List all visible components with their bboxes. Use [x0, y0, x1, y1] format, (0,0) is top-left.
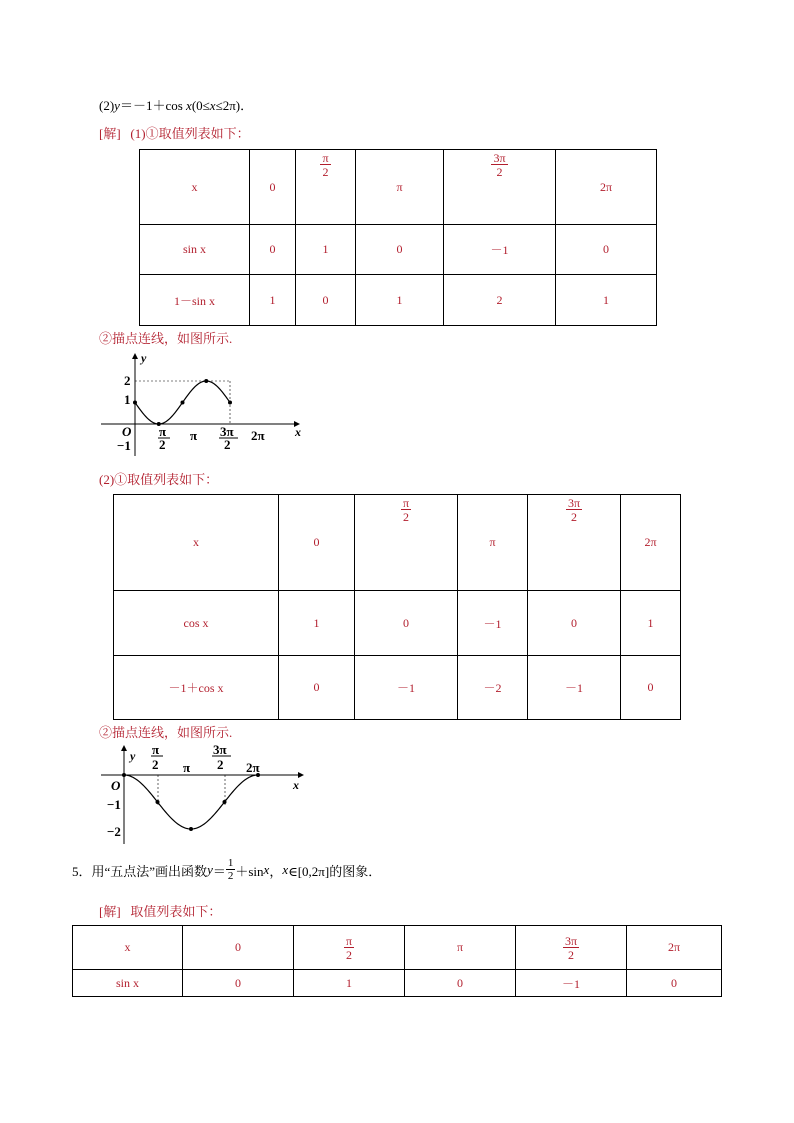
y-tick: 2 — [124, 373, 131, 388]
fraction: $\frac{3\pi}{2}$ — [493, 151, 506, 179]
plot-point — [181, 401, 185, 405]
cell: －1 — [528, 656, 621, 720]
problem5-value-table — [72, 925, 722, 997]
cell: －1 — [458, 591, 528, 656]
cell: 0 — [279, 495, 355, 591]
cell: 1 — [279, 591, 355, 656]
part1-solution-heading: [解] (1)①取值列表如下： — [99, 126, 250, 141]
part1-graph — [99, 350, 309, 460]
x-tick-frac-den: 2 — [224, 437, 231, 452]
cell: 0 — [250, 225, 296, 275]
cell: 1 — [621, 591, 681, 656]
y-tick: 1 — [124, 392, 131, 407]
problem5-solution: [解] 取值列表如下： — [99, 904, 222, 919]
x-label: x — [293, 778, 299, 792]
y-label: y — [141, 351, 147, 365]
row-header-sinx: sin x — [73, 970, 183, 997]
cell-pi-over-2 — [294, 926, 405, 970]
cell: 0 — [405, 970, 516, 997]
cell-3pi-over-2 — [528, 495, 621, 591]
fraction: $\frac{3\pi}{2}$ — [564, 934, 578, 962]
y-tick: −2 — [107, 824, 121, 839]
y-tick: −1 — [107, 797, 121, 812]
part1-value-table — [139, 149, 657, 326]
x-tick: 2π — [251, 428, 265, 443]
cell: 0 — [183, 970, 294, 997]
part2-problem: (2)y＝－1＋cos x(0≤x≤2π)． — [99, 98, 254, 113]
part2-step2: ②描点连线，如图所示. — [99, 725, 233, 740]
x-label: x — [295, 425, 301, 439]
row-header-x: x — [114, 495, 279, 591]
row-header-x: x — [73, 926, 183, 970]
x-tick-frac-den: 2 — [152, 757, 159, 772]
fraction: $\frac{3\pi}{2}$ — [567, 496, 581, 524]
cell: 0 — [183, 926, 294, 970]
cell: 1 — [296, 225, 356, 275]
x-tick-frac-num: 3π — [220, 424, 234, 439]
row-header-x: x — [140, 150, 250, 225]
cell: －1 — [355, 656, 458, 720]
cell-pi-over-2 — [355, 495, 458, 591]
plot-point — [189, 827, 193, 831]
part1-step2: ②描点连线，如图所示. — [99, 331, 233, 346]
cell: 0 — [356, 225, 444, 275]
cell: 0 — [279, 656, 355, 720]
y-label: y — [130, 749, 136, 763]
fraction: $\frac{\pi}{2}$ — [322, 151, 329, 179]
part2-graph — [99, 742, 309, 847]
x-tick: π — [183, 760, 191, 775]
cell: π — [405, 926, 516, 970]
origin-label: O — [111, 778, 121, 793]
fraction-one-half: $\frac{1}{2}$ — [227, 857, 234, 882]
x-tick-frac-num: π — [159, 424, 167, 439]
x-tick-frac-den: 2 — [217, 757, 224, 772]
cell-3pi-over-2 — [444, 150, 556, 225]
plot-point — [223, 800, 227, 804]
y-tick: −1 — [117, 438, 131, 453]
x-tick-frac-num: π — [152, 742, 160, 757]
part2-step1: (2)①取值列表如下： — [99, 472, 219, 487]
cell: 2π — [627, 926, 722, 970]
cell: 1 — [356, 275, 444, 326]
curve — [124, 775, 258, 829]
cell: 0 — [355, 591, 458, 656]
plot-point — [156, 800, 160, 804]
cell: －1 — [516, 970, 627, 997]
cell: －1 — [444, 225, 556, 275]
row-header-result: 1－sin x — [140, 275, 250, 326]
cell: π — [356, 150, 444, 225]
cell: 1 — [294, 970, 405, 997]
row-header-result: －1＋cos x — [114, 656, 279, 720]
cell: 1 — [250, 275, 296, 326]
cell-3pi-over-2 — [516, 926, 627, 970]
fraction: $\frac{\pi}{2}$ — [345, 934, 353, 962]
origin-label: O — [122, 424, 132, 439]
cell: 2π — [621, 495, 681, 591]
problem5-statement: 5． 用“五点法”画出函数 y ＝ $\frac{1}{2}$ ＋sin x ， x ∈[0,2π]的图象． — [72, 857, 382, 882]
cell: π — [458, 495, 528, 591]
row-header-sinx: sin x — [140, 225, 250, 275]
fraction: $\frac{\pi}{2}$ — [402, 496, 410, 524]
x-tick-frac-num: 3π — [213, 742, 227, 757]
part2-value-table — [113, 494, 681, 720]
cell: 0 — [556, 225, 657, 275]
cell: 0 — [627, 970, 722, 997]
cell: 0 — [621, 656, 681, 720]
cell: －2 — [458, 656, 528, 720]
cell: 2 — [444, 275, 556, 326]
cell: 1 — [556, 275, 657, 326]
row-header-cosx: cos x — [114, 591, 279, 656]
plot-point — [122, 773, 126, 777]
x-tick: 2π — [246, 760, 260, 775]
cell-pi-over-2 — [296, 150, 356, 225]
cell: 2π — [556, 150, 657, 225]
plot-point — [133, 401, 137, 405]
cell: 0 — [250, 150, 296, 225]
x-tick-frac-den: 2 — [159, 437, 166, 452]
cell: 0 — [528, 591, 621, 656]
x-tick: π — [190, 428, 198, 443]
cell: 0 — [296, 275, 356, 326]
